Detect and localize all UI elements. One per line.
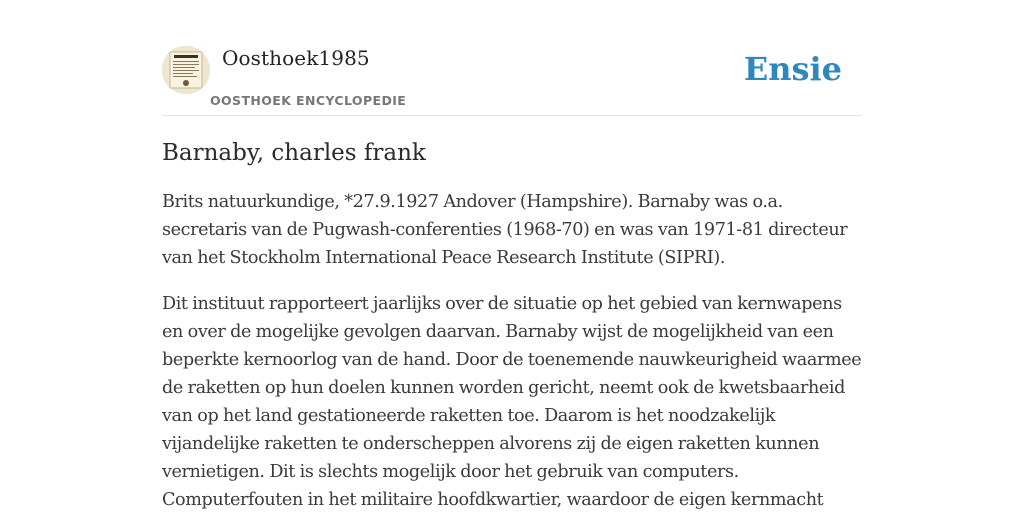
source-label[interactable]: OOSTHOEK ENCYCLOPEDIE (210, 93, 407, 108)
author-name[interactable]: Oosthoek1985 (222, 46, 370, 70)
article (162, 140, 864, 512)
article-paragraph: Dit instituut rapporteert jaarlijks over de situatie op het gebied van kernwapens en over de mogelijke gevolgen daarvan. Barnaby wijst de mogelijkheid van een beperkte kernoorlog van de hand. Door de toenemende nauwkeurigheid waarmee de raketten op hun doelen kunnen worden gericht, neemt ook de kwetsbaarheid van op het land gestationeerde raketten toe. Daarom is het noodzakelijk vijandelijke raketten te onderscheppen alvorens zij de eigen raketten kunnen vernietigen. Dit is slechts mogelijk door het gebruik van computers. Computerfouten in het militaire hoofdkwartier, waardoor de eigen kernmacht (162, 294, 862, 510)
article-title: Barnaby, charles frank (162, 140, 426, 166)
page-header (162, 44, 862, 116)
article-paragraph: Brits natuurkundige, *27.9.1927 Andover (Hampshire). Barnaby was o.a. secretaris van de Pugwash-conferenties (1968-70) en was van 1971-81 directeur van het Stockholm International Peace Research Institute (SIPRI). (162, 192, 848, 268)
brand-logo[interactable]: Ensie (743, 50, 842, 88)
author-avatar[interactable] (162, 46, 210, 94)
certificate-image-icon (162, 46, 210, 94)
